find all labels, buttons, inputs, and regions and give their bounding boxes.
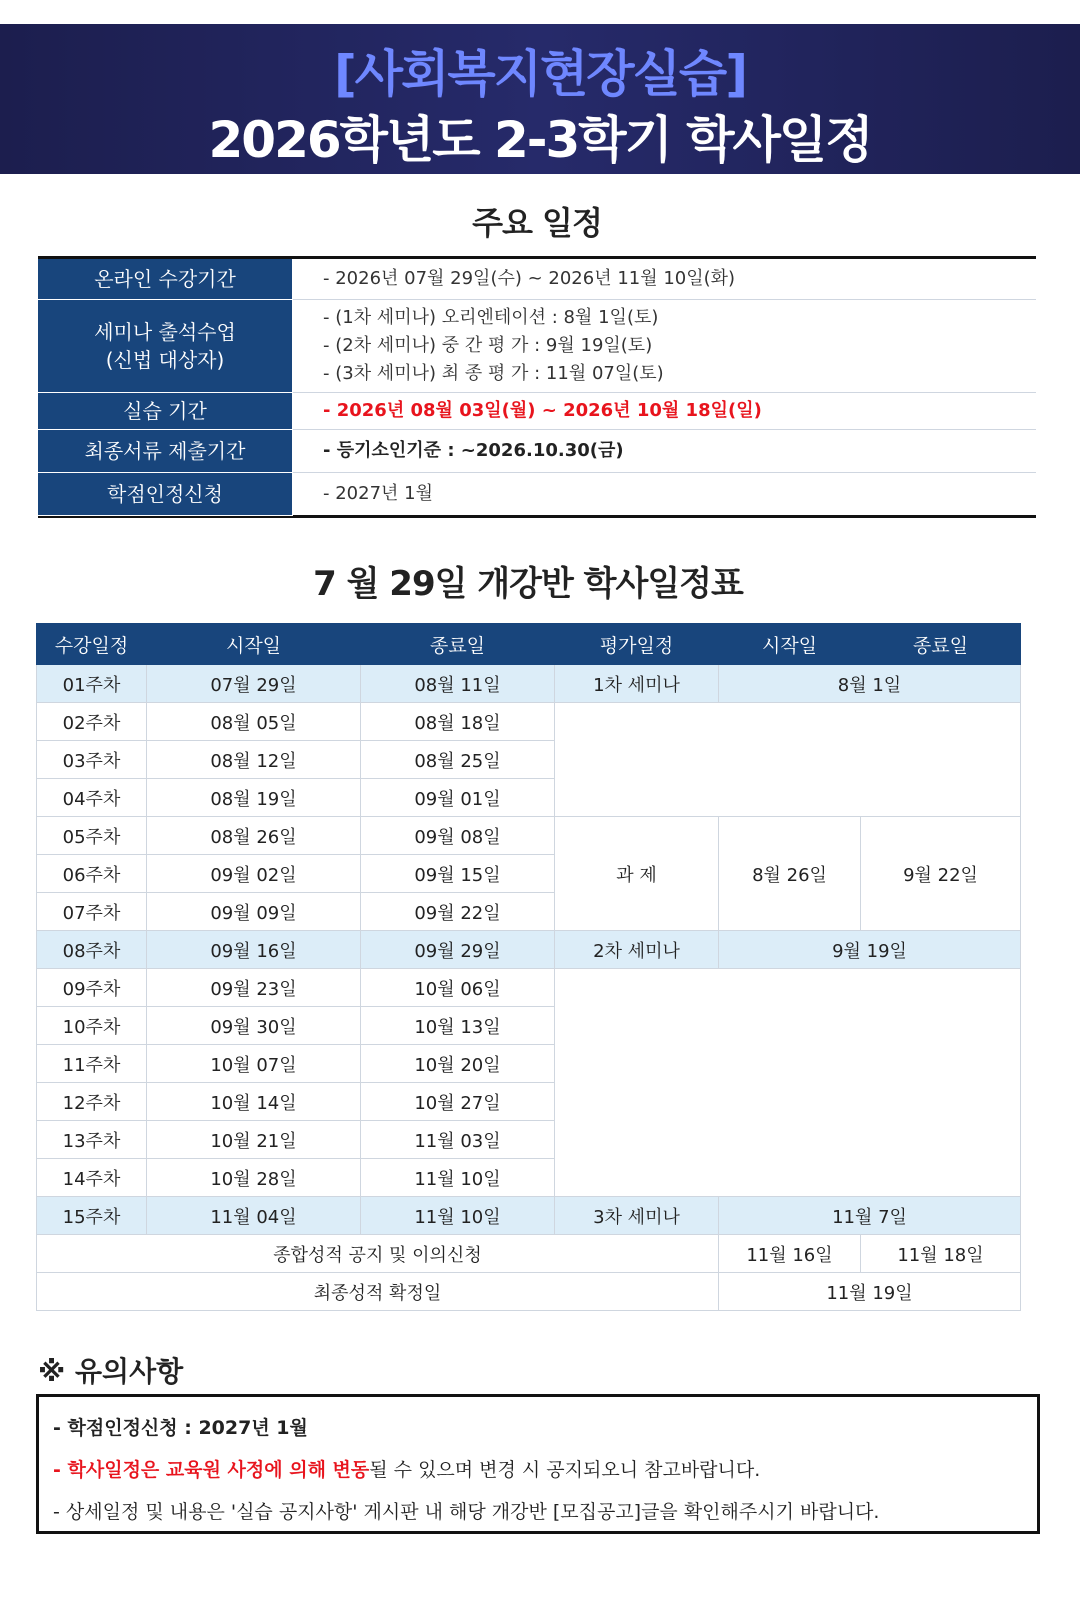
- key-value-line: - 2027년 1월: [323, 483, 433, 504]
- table-header-row: [37, 624, 1021, 665]
- end-cell: 10월 20일: [361, 1045, 555, 1083]
- notice-text: 될 수 있으며 변경 시 공지되오니 참고바랍니다.: [369, 1459, 761, 1481]
- week-cell: 05주차: [37, 817, 147, 855]
- end-cell: 11월 10일: [361, 1159, 555, 1197]
- notice-line: - 학점인정신청 : 2027년 1월: [53, 1417, 308, 1439]
- week-cell: 06주차: [37, 855, 147, 893]
- end-cell: 08월 25일: [361, 741, 555, 779]
- week-cell: 02주차: [37, 703, 147, 741]
- key-label-line: 세미나 출석수업: [94, 320, 236, 344]
- notice-title: ※ 유의사항: [38, 1355, 184, 1388]
- banner-subtitle: [사회복지현장실습]: [333, 45, 747, 103]
- key-label: 최종서류 제출기간: [38, 430, 293, 473]
- week-cell: 09주차: [37, 969, 147, 1007]
- evaluation-name: 3차 세미나: [555, 1197, 719, 1235]
- key-label: [38, 300, 293, 393]
- table-row: [37, 703, 1021, 741]
- col-header: 종료일: [861, 624, 1021, 665]
- end-cell: 10월 13일: [361, 1007, 555, 1045]
- week-cell: 04주차: [37, 779, 147, 817]
- header-banner: [0, 24, 1080, 174]
- end-cell: 10월 06일: [361, 969, 555, 1007]
- table-row: [37, 817, 1021, 855]
- key-value: [293, 393, 1036, 429]
- evaluation-date: 11월 7일: [719, 1197, 1021, 1235]
- final-grade-date: 11월 19일: [719, 1273, 1021, 1311]
- start-cell: 10월 14일: [147, 1083, 361, 1121]
- col-header: 종료일: [361, 624, 555, 665]
- key-value-line: - (3차 세미나) 최 종 평 가 : 11월 07일(토): [323, 363, 664, 384]
- start-cell: 09월 16일: [147, 931, 361, 969]
- evaluation-end: 9월 22일: [861, 817, 1021, 931]
- start-cell: 10월 21일: [147, 1121, 361, 1159]
- week-cell: 15주차: [37, 1197, 147, 1235]
- week-cell: 10주차: [37, 1007, 147, 1045]
- evaluation-date: 9월 19일: [719, 931, 1021, 969]
- key-label: 학점인정신청: [38, 473, 293, 516]
- week-cell: 01주차: [37, 665, 147, 703]
- notice-line: [53, 1449, 1037, 1491]
- key-value-line: - 2026년 08월 03일(월) ~ 2026년 10월 18일(일): [323, 400, 762, 421]
- grade-notice-label: 종합성적 공지 및 이의신청: [37, 1235, 719, 1273]
- end-cell: 11월 03일: [361, 1121, 555, 1159]
- key-label: 실습 기간: [38, 393, 293, 430]
- academic-schedule-title: 7 월 29일 개강반 학사일정표: [313, 564, 743, 604]
- start-cell: 09월 23일: [147, 969, 361, 1007]
- end-cell: 08월 11일: [361, 665, 555, 703]
- key-value: [293, 300, 1036, 392]
- notice-line: - 상세일정 및 내용은 '실습 공지사항' 게시판 내 해당 개강반 [모집공고]글을 확인해주시기 바랍니다.: [53, 1501, 880, 1523]
- notice-highlight: - 학사일정은 교육원 사정에 의해 변동: [53, 1459, 370, 1481]
- key-row-seminar: [38, 300, 1036, 393]
- start-cell: 08월 05일: [147, 703, 361, 741]
- evaluation-name: 2차 세미나: [555, 931, 719, 969]
- start-cell: 09월 30일: [147, 1007, 361, 1045]
- week-cell: 03주차: [37, 741, 147, 779]
- table-row: [37, 665, 1021, 703]
- key-schedule-title: 주요 일정: [472, 204, 602, 242]
- key-value: [293, 473, 1036, 515]
- key-label-line: (신법 대상자): [105, 348, 225, 372]
- evaluation-name: 1차 세미나: [555, 665, 719, 703]
- start-cell: 10월 28일: [147, 1159, 361, 1197]
- end-cell: 09월 22일: [361, 893, 555, 931]
- key-schedule-table: [38, 256, 1036, 518]
- start-cell: 10월 07일: [147, 1045, 361, 1083]
- key-row-submission: [38, 430, 1036, 473]
- end-cell: 09월 15일: [361, 855, 555, 893]
- week-cell: 07주차: [37, 893, 147, 931]
- start-cell: 07월 29일: [147, 665, 361, 703]
- week-cell: 08주차: [37, 931, 147, 969]
- key-value-line: - 등기소인기준 : ~2026.10.30(금): [323, 440, 624, 461]
- grade-notice-start: 11월 16일: [719, 1235, 861, 1273]
- end-cell: 09월 01일: [361, 779, 555, 817]
- week-cell: 13주차: [37, 1121, 147, 1159]
- evaluation-date: 8월 1일: [719, 665, 1021, 703]
- notice-box: [36, 1394, 1040, 1534]
- key-value-line: - (2차 세미나) 중 간 평 가 : 9월 19일(토): [323, 335, 653, 356]
- key-row-online: [38, 259, 1036, 300]
- empty-eval-cell: [555, 969, 1021, 1197]
- end-cell: 09월 29일: [361, 931, 555, 969]
- col-header: 시작일: [719, 624, 861, 665]
- start-cell: 09월 09일: [147, 893, 361, 931]
- empty-eval-cell: [555, 703, 1021, 817]
- col-header: 시작일: [147, 624, 361, 665]
- start-cell: 08월 19일: [147, 779, 361, 817]
- table-row: [37, 969, 1021, 1007]
- evaluation-name: 과 제: [555, 817, 719, 931]
- grade-notice-end: 11월 18일: [861, 1235, 1021, 1273]
- start-cell: 11월 04일: [147, 1197, 361, 1235]
- key-row-credit: [38, 473, 1036, 515]
- col-header: 평가일정: [555, 624, 719, 665]
- week-cell: 11주차: [37, 1045, 147, 1083]
- key-row-practice: [38, 393, 1036, 430]
- final-grade-label: 최종성적 확정일: [37, 1273, 719, 1311]
- key-label: 온라인 수강기간: [38, 259, 293, 300]
- end-cell: 11월 10일: [361, 1197, 555, 1235]
- banner-title: 2026학년도 2-3학기 학사일정: [208, 111, 872, 169]
- start-cell: 09월 02일: [147, 855, 361, 893]
- table-row: [37, 1197, 1021, 1235]
- table-row: [37, 931, 1021, 969]
- start-cell: 08월 26일: [147, 817, 361, 855]
- table-row: [37, 1235, 1021, 1273]
- key-value-line: - 2026년 07월 29일(수) ~ 2026년 11월 10일(화): [323, 268, 736, 289]
- key-value-line: - (1차 세미나) 오리엔테이션 : 8월 1일(토): [323, 307, 659, 328]
- evaluation-start: 8월 26일: [719, 817, 861, 931]
- end-cell: 09월 08일: [361, 817, 555, 855]
- col-header: 수강일정: [37, 624, 147, 665]
- week-cell: 12주차: [37, 1083, 147, 1121]
- start-cell: 08월 12일: [147, 741, 361, 779]
- key-value: [293, 430, 1036, 472]
- end-cell: 08월 18일: [361, 703, 555, 741]
- end-cell: 10월 27일: [361, 1083, 555, 1121]
- week-cell: 14주차: [37, 1159, 147, 1197]
- table-row: [37, 1273, 1021, 1311]
- key-value: [293, 259, 1036, 299]
- academic-schedule-table: [36, 623, 1021, 1311]
